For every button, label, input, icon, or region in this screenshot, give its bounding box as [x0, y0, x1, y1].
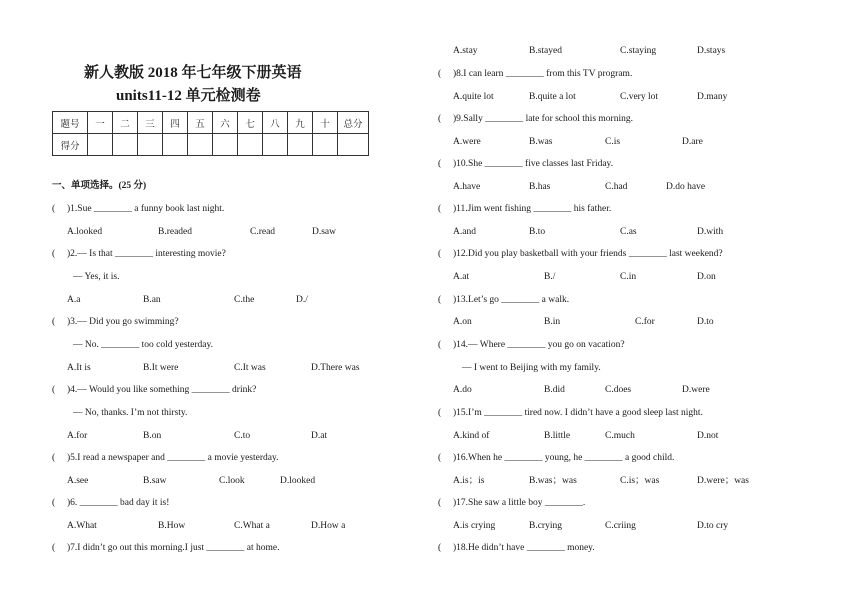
option-d: D.are [682, 137, 703, 147]
question-4: )4.— Would you like something ________ drink? [67, 385, 257, 395]
option-b: B.crying [529, 521, 562, 531]
question-3: )3.— Did you go swimming? [67, 317, 179, 327]
score-input-cell[interactable] [263, 134, 288, 156]
answer-paren: ( [438, 204, 442, 214]
option-a: A.What [67, 521, 97, 531]
option-b: B.How [158, 521, 186, 531]
option-d: D.to [697, 317, 714, 327]
option-a: A.do [453, 385, 472, 395]
option-b: B.on [143, 431, 162, 441]
option-b: B.an [143, 295, 161, 305]
question-13: )13.Let’s go ________ a walk. [453, 295, 570, 305]
score-table-score-row [53, 134, 369, 156]
option-b: B.was [529, 137, 553, 147]
option-d: D.How a [311, 521, 346, 531]
table-cell: 四 [163, 112, 188, 134]
option-c: C.read [250, 227, 276, 237]
option-d: D.looked [280, 476, 316, 486]
table-cell: 七 [238, 112, 263, 134]
option-c: C.in [620, 272, 637, 282]
score-input-cell[interactable] [213, 134, 238, 156]
question-9: )9.Sally ________ late for school this morning. [453, 114, 633, 124]
option-d: D.to cry [697, 521, 729, 531]
question-14: )14.— Where ________ you go on vacation? [453, 340, 625, 350]
score-input-cell[interactable] [163, 134, 188, 156]
option-a: A.have [453, 182, 481, 192]
option-d: D./ [296, 295, 308, 305]
title-line-2: units11-12 单元检测卷 [116, 88, 261, 104]
answer-paren: ( [52, 498, 56, 508]
option-a: A.kind of [453, 431, 490, 441]
table-cell: 二 [113, 112, 138, 134]
option-d: D.do have [666, 182, 706, 192]
option-c: C.much [605, 431, 635, 441]
question-5: )5.I read a newspaper and ________ a movie yesterday. [67, 453, 279, 463]
answer-paren: ( [52, 453, 56, 463]
answer-paren: ( [438, 69, 442, 79]
question-12: )12.Did you play basketball with your friends ________ last weekend? [453, 249, 723, 259]
question-2-answer: — Yes, it is. [73, 272, 120, 282]
option-a: A.at [453, 272, 470, 282]
option-a: A.see [67, 476, 89, 486]
score-input-cell[interactable] [238, 134, 263, 156]
question-2: )2.— Is that ________ interesting movie? [67, 249, 226, 259]
option-c: C.It was [234, 363, 266, 373]
option-b: B.quite a lot [529, 92, 576, 102]
question-17: )17.She saw a little boy ________. [453, 498, 586, 508]
option-c: C.is；was [620, 476, 660, 486]
option-c: C.What a [234, 521, 270, 531]
question-6: )6. ________ bad day it is! [67, 498, 170, 508]
option-d: D.were [682, 385, 710, 395]
table-cell: 题号 [53, 112, 88, 134]
option-d: D.on [697, 272, 716, 282]
option-c: C.the [234, 295, 255, 305]
option-a: A.on [453, 317, 472, 327]
score-input-cell[interactable] [188, 134, 213, 156]
answer-paren: ( [438, 498, 442, 508]
option-b: B.has [529, 182, 551, 192]
score-input-cell[interactable] [338, 134, 369, 156]
question-15: )15.I’m ________ tired now. I didn’t have a good sleep last night. [453, 408, 703, 418]
section-heading: 一、单项选择。(25 分) [52, 181, 147, 191]
option-d: D.saw [312, 227, 337, 237]
table-cell: 八 [263, 112, 288, 134]
question-8: )8.I can learn ________ from this TV program. [453, 69, 633, 79]
option-c: C.to [234, 431, 251, 441]
table-cell: 六 [213, 112, 238, 134]
answer-paren: ( [52, 204, 56, 214]
option-c: C.very lot [620, 92, 658, 102]
question-10: )10.She ________ five classes last Friday. [453, 159, 614, 169]
option-d: D.with [697, 227, 724, 237]
option-a: A.were [453, 137, 481, 147]
table-cell: 五 [188, 112, 213, 134]
answer-paren: ( [438, 408, 442, 418]
answer-paren: ( [438, 453, 442, 463]
answer-paren: ( [438, 249, 442, 259]
option-c: C.look [219, 476, 245, 486]
question-3-answer: — No. ________ too cold yesterday. [73, 340, 214, 350]
option-c: C.criing [605, 521, 636, 531]
option-b: B.little [544, 431, 571, 441]
option-b: B.was；was [529, 476, 577, 486]
table-cell: 得分 [53, 134, 88, 156]
answer-paren: ( [438, 159, 442, 169]
answer-paren: ( [438, 295, 442, 305]
question-14-answer: — I went to Beijing with my family. [462, 363, 601, 373]
option-c: C.is [605, 137, 621, 147]
question-7: )7.I didn’t go out this morning.I just ________ at home. [67, 543, 280, 553]
score-input-cell[interactable] [113, 134, 138, 156]
option-c: C.had [605, 182, 628, 192]
option-d: D.stays [697, 46, 726, 56]
score-input-cell[interactable] [88, 134, 113, 156]
option-a: A.a [67, 295, 81, 305]
option-b: B./ [544, 272, 556, 282]
option-c: C.does [605, 385, 632, 395]
table-cell: 总分 [338, 112, 369, 134]
option-b: B.readed [158, 227, 193, 237]
option-a: A.and [453, 227, 476, 237]
option-a: A.stay [453, 46, 478, 56]
answer-paren: ( [438, 340, 442, 350]
answer-paren: ( [52, 249, 56, 259]
question-18: )18.He didn’t have ________ money. [453, 543, 595, 553]
option-b: B.did [544, 385, 565, 395]
option-a: A.It is [67, 363, 91, 373]
option-b: B.It were [143, 363, 179, 373]
option-a: A.is；is [453, 476, 485, 486]
option-b: B.saw [143, 476, 167, 486]
option-c: C.as [620, 227, 637, 237]
score-input-cell[interactable] [288, 134, 313, 156]
option-b: B.in [544, 317, 561, 327]
option-a: A.looked [67, 227, 103, 237]
option-d: D.There was [311, 363, 360, 373]
table-cell: 三 [138, 112, 163, 134]
option-d: D.not [697, 431, 719, 441]
table-cell: 一 [88, 112, 113, 134]
question-1: )1.Sue ________ a funny book last night. [67, 204, 225, 214]
option-d: D.at [311, 431, 328, 441]
option-c: C.staying [620, 46, 657, 56]
score-input-cell[interactable] [138, 134, 163, 156]
answer-paren: ( [438, 543, 442, 553]
option-d: D.many [697, 92, 728, 102]
table-cell: 九 [288, 112, 313, 134]
table-cell: 十 [313, 112, 338, 134]
score-table-header-row [53, 112, 369, 134]
score-input-cell[interactable] [313, 134, 338, 156]
question-11: )11.Jim went fishing ________ his father. [453, 204, 612, 214]
option-b: B.to [529, 227, 546, 237]
option-d: D.were；was [697, 476, 749, 486]
question-16: )16.When he ________ young, he ________ a good child. [453, 453, 675, 463]
title-line-1: 新人教版 2018 年七年级下册英语 [84, 65, 302, 81]
option-a: A.for [67, 431, 88, 441]
option-a: A.is crying [453, 521, 496, 531]
answer-paren: ( [52, 543, 56, 553]
answer-paren: ( [438, 114, 442, 124]
option-c: C.for [635, 317, 655, 327]
option-a: A.quite lot [453, 92, 494, 102]
answer-paren: ( [52, 317, 56, 327]
answer-paren: ( [52, 385, 56, 395]
option-b: B.stayed [529, 46, 562, 56]
question-4-answer: — No, thanks. I’m not thirsty. [73, 408, 188, 418]
score-table [52, 111, 369, 156]
